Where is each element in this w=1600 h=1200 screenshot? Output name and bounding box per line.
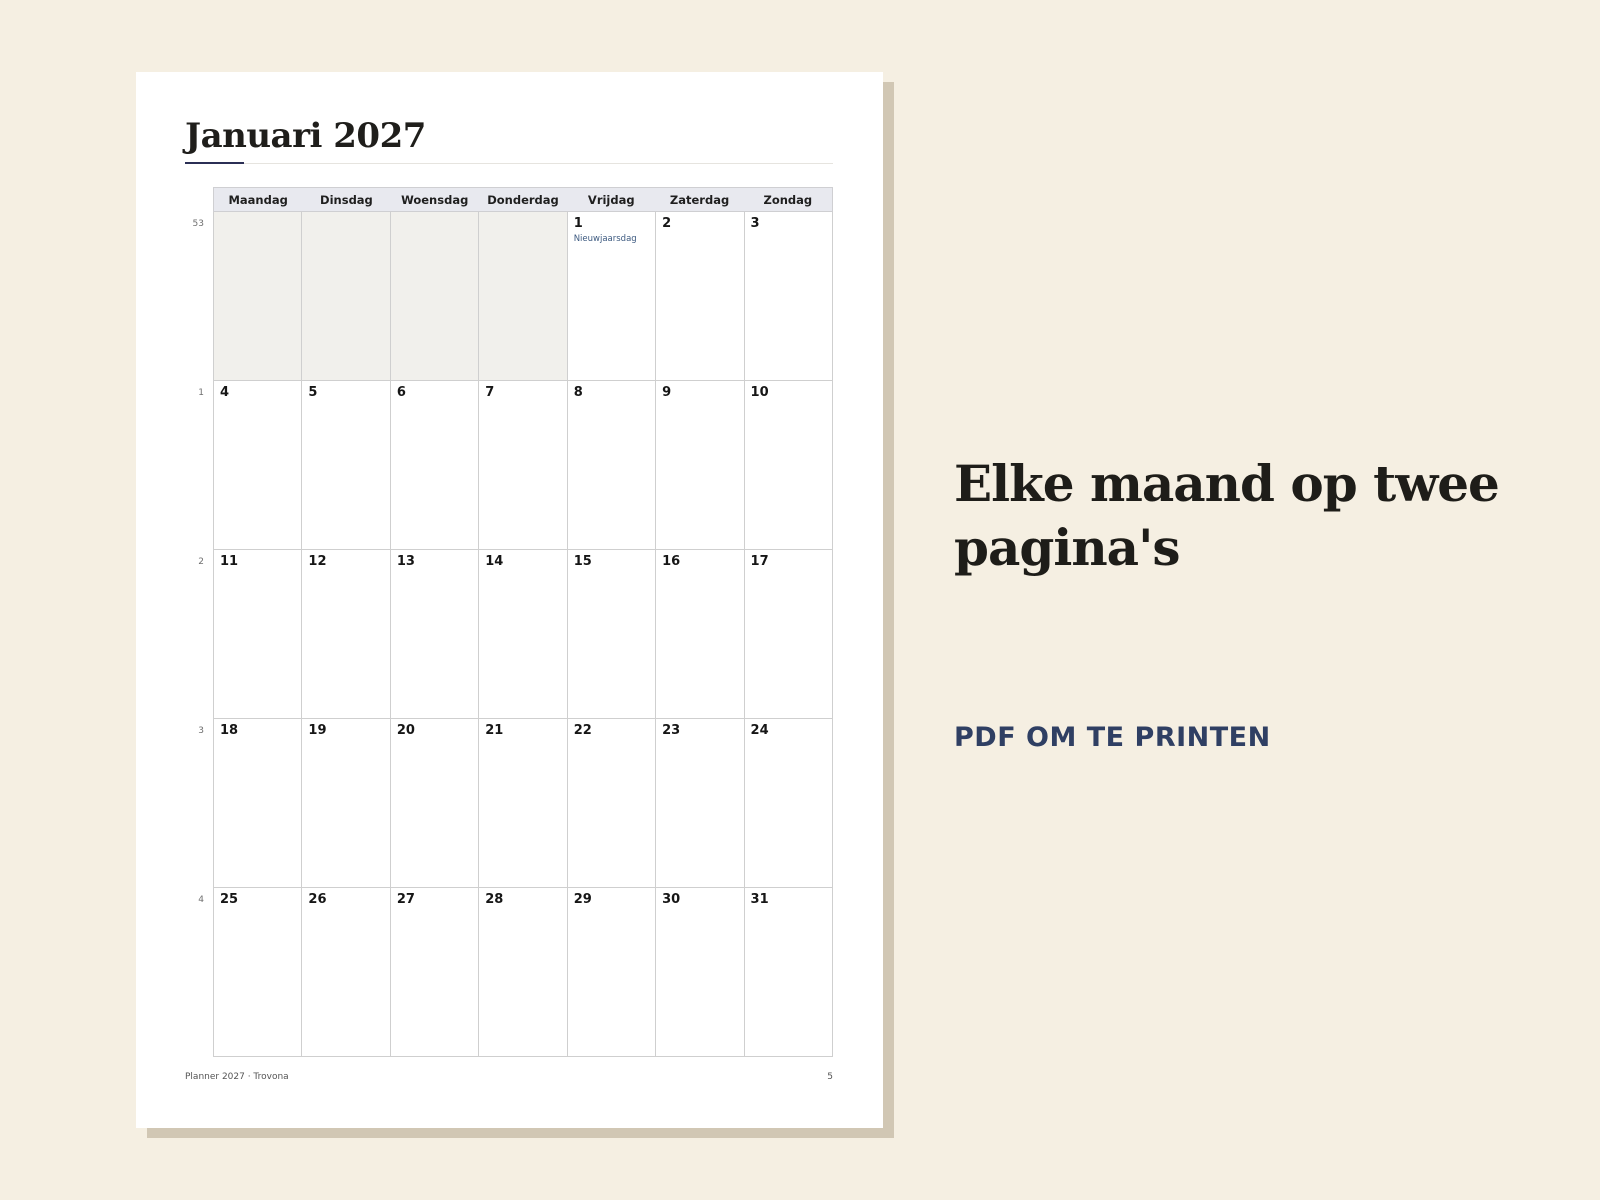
holiday-label: Nieuwjaarsdag — [573, 234, 637, 244]
week-number-label: 2 — [198, 557, 204, 567]
day-number: 11 — [220, 554, 239, 569]
day-number: 30 — [662, 892, 681, 907]
day-cell — [568, 212, 656, 381]
page-number: 5 — [827, 1072, 833, 1082]
day-cell — [568, 550, 656, 719]
day-cell — [214, 381, 302, 550]
day-cell — [302, 550, 390, 719]
week-number — [185, 550, 213, 719]
day-cell — [745, 550, 833, 719]
day-cell — [656, 381, 744, 550]
week-row — [185, 719, 833, 888]
day-cell — [302, 888, 390, 1057]
week-number-label: 1 — [198, 388, 204, 398]
day-cell — [745, 381, 833, 550]
day-cell — [214, 888, 302, 1057]
day-cell-empty — [302, 212, 390, 381]
day-cell — [391, 888, 479, 1057]
day-cell — [656, 212, 744, 381]
title-accent-line — [185, 162, 244, 164]
weekday-sunday: Zondag — [763, 192, 813, 207]
day-cell — [656, 550, 744, 719]
day-cell — [568, 381, 656, 550]
week-number-label: 3 — [198, 726, 204, 736]
day-number: 9 — [662, 385, 672, 400]
day-number: 20 — [396, 723, 415, 738]
day-cell — [214, 719, 302, 888]
day-number: 8 — [573, 385, 583, 400]
day-number: 24 — [750, 723, 769, 738]
day-number: 27 — [396, 892, 415, 907]
weekday-monday: Maandag — [228, 192, 288, 207]
week-number — [185, 212, 213, 381]
day-cell — [745, 212, 833, 381]
week-cells — [213, 550, 833, 719]
week-row — [185, 888, 833, 1057]
promo-subheadline: PDF OM TE PRINTEN — [954, 722, 1271, 753]
planner-page — [136, 72, 883, 1128]
day-cell — [391, 381, 479, 550]
day-number: 13 — [396, 554, 415, 569]
day-number: 1 — [573, 216, 583, 231]
week-row — [185, 381, 833, 550]
week-number — [185, 888, 213, 1057]
promo-headline: Elke maand op twee pagina's — [954, 454, 1499, 577]
week-row — [185, 550, 833, 719]
day-cell — [391, 550, 479, 719]
day-number: 15 — [573, 554, 592, 569]
title-divider — [185, 163, 833, 164]
day-number: 23 — [662, 723, 681, 738]
day-cell — [214, 550, 302, 719]
day-cell — [568, 719, 656, 888]
day-cell — [479, 381, 567, 550]
day-number: 19 — [308, 723, 327, 738]
day-cell — [745, 719, 833, 888]
page-footer-title: Planner 2027 · Trovona — [185, 1072, 289, 1082]
weekday-tuesday: Dinsdag — [320, 192, 373, 207]
day-number: 29 — [573, 892, 592, 907]
day-number: 5 — [308, 385, 318, 400]
day-number: 17 — [750, 554, 769, 569]
week-number-label: 4 — [198, 895, 204, 905]
day-number: 7 — [485, 385, 495, 400]
day-cell-empty — [391, 212, 479, 381]
day-cell — [479, 888, 567, 1057]
day-cell — [391, 719, 479, 888]
day-number: 3 — [750, 216, 760, 231]
day-cell — [479, 719, 567, 888]
weekday-thursday: Donderdag — [487, 192, 559, 207]
week-cells — [213, 212, 833, 381]
day-cell-empty — [479, 212, 567, 381]
weekday-friday: Vrijdag — [587, 192, 635, 207]
weekday-wednesday: Woensdag — [401, 192, 469, 207]
day-cell — [302, 719, 390, 888]
day-number: 12 — [308, 554, 327, 569]
day-cell — [656, 888, 744, 1057]
day-number: 31 — [750, 892, 769, 907]
month-title: Januari 2027 — [185, 116, 426, 156]
day-cell-empty — [214, 212, 302, 381]
month-calendar — [185, 187, 833, 1057]
week-cells — [213, 381, 833, 550]
day-number: 22 — [573, 723, 592, 738]
day-number: 6 — [396, 385, 406, 400]
week-cells — [213, 719, 833, 888]
day-cell — [479, 550, 567, 719]
day-cell — [745, 888, 833, 1057]
day-number: 16 — [662, 554, 681, 569]
day-cell — [656, 719, 744, 888]
day-number: 21 — [485, 723, 504, 738]
day-cell — [302, 381, 390, 550]
day-number: 18 — [220, 723, 239, 738]
week-cells — [213, 888, 833, 1057]
week-number — [185, 719, 213, 888]
day-number: 26 — [308, 892, 327, 907]
day-number: 25 — [220, 892, 239, 907]
day-number: 14 — [485, 554, 504, 569]
week-number — [185, 381, 213, 550]
week-row — [185, 212, 833, 381]
weekday-header — [213, 187, 833, 212]
weekday-saturday: Zaterdag — [669, 192, 730, 207]
day-number: 28 — [485, 892, 504, 907]
day-cell — [568, 888, 656, 1057]
week-number-label: 53 — [192, 219, 204, 229]
day-number: 2 — [662, 216, 672, 231]
day-number: 4 — [220, 385, 230, 400]
day-number: 10 — [750, 385, 769, 400]
